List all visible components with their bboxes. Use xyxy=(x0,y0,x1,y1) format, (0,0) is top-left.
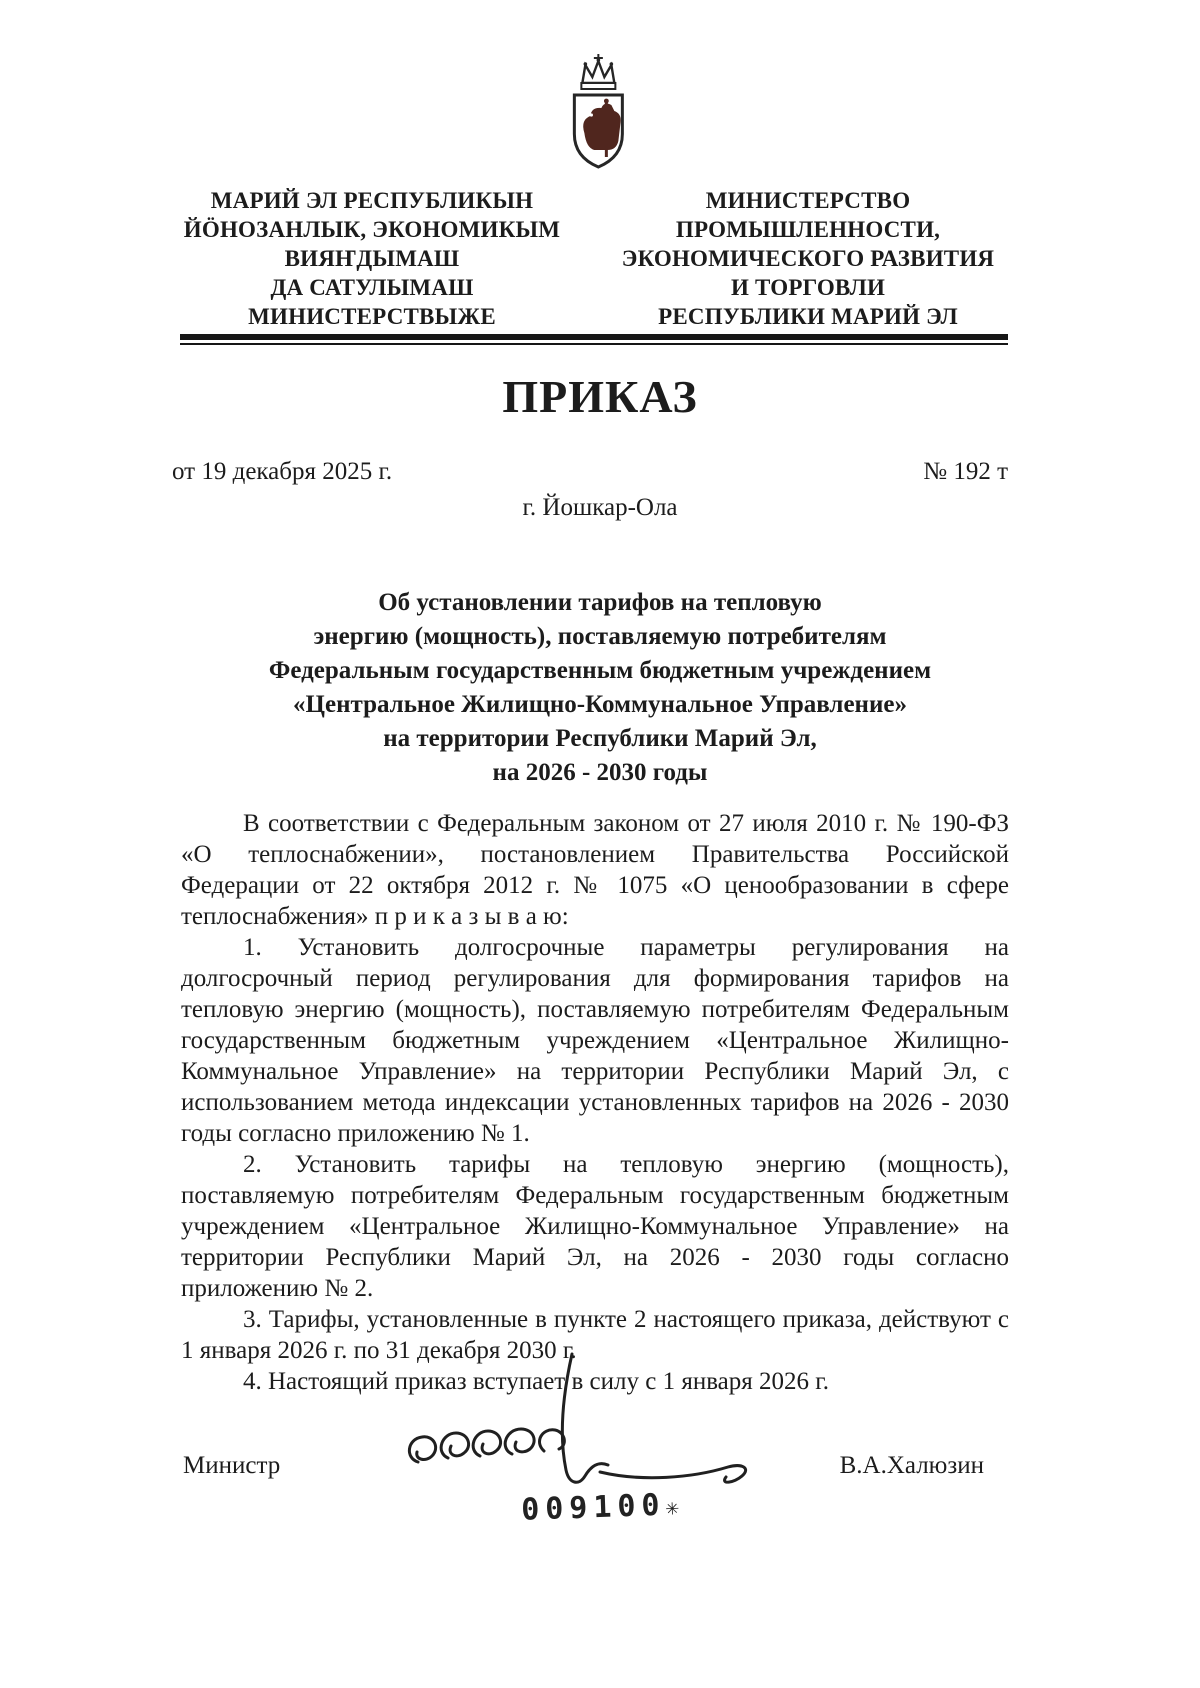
org-line: ДА САТУЛЫМАШ xyxy=(270,275,474,300)
org-header xyxy=(182,186,1008,331)
subject-line: энергию (мощность), поставляемую потребителям xyxy=(313,623,887,650)
org-line: ЭКОНОМИЧЕСКОГО РАЗВИТИЯ xyxy=(621,246,995,271)
stamp-number: 009100 xyxy=(520,1487,667,1528)
document-stamp-number xyxy=(0,1469,1200,1546)
document-city: г. Йошкар-Ола xyxy=(522,494,678,521)
paragraph-preamble: В соответствии с Федеральным законом от 27 июля 2010 г. № 190-ФЗ «О теплоснабжении», постановлением Правительства Российской Федерации от 22 октября 2012 г. № 1075 «О ценообразовании в сфере теплоснабжения» п р и к а з ы в а ю: xyxy=(181,810,1009,930)
signer-name: В.А.Халюзин xyxy=(839,1452,984,1479)
subject-line: Федеральным государственным бюджетным учреждением xyxy=(268,657,932,684)
document-date: от 19 декабря 2025 г. xyxy=(172,458,393,485)
subject-line: на территории Республики Марий Эл, xyxy=(383,725,817,752)
org-line: РЕСПУБЛИКИ МАРИЙ ЭЛ xyxy=(658,304,958,329)
header-divider xyxy=(180,334,1008,345)
coat-of-arms-icon xyxy=(557,52,639,180)
org-name-russian xyxy=(608,186,1008,331)
subject-line: на 2026 - 2030 годы xyxy=(492,759,708,786)
document-type-title: ПРИКАЗ xyxy=(502,371,698,422)
document-body xyxy=(181,808,1009,1397)
stamp-sun-mark-icon: ✳ xyxy=(665,1495,680,1521)
org-line: И ТОРГОВЛИ xyxy=(730,275,886,300)
document-subject xyxy=(0,586,1200,790)
signer-position: Министр xyxy=(183,1452,281,1479)
org-line: ПРОМЫШЛЕННОСТИ, xyxy=(675,217,941,242)
paragraph-item-2: 2. Установить тарифы на тепловую энергию (мощность), поставляемую потребителям Федеральным государственным бюджетным учреждением «Центральное Жилищно-Коммунальное Управление» на территории Республики Марий Эл, на 2026 - 2030 годы согласно приложению № 2. xyxy=(181,1151,1009,1302)
org-line: МАРИЙ ЭЛ РЕСПУБЛИКЫН xyxy=(210,188,534,213)
paragraph-item-3: 3. Тарифы, установленные в пункте 2 настоящего приказа, действуют с 1 января 2026 г. по 31 декабря 2030 г. xyxy=(181,1306,1009,1364)
subject-line: Об установлении тарифов на тепловую xyxy=(378,589,822,616)
org-line: МИНИСТЕРСТВО xyxy=(705,188,911,213)
date-number-row xyxy=(172,458,1008,486)
org-line: ВИЯҤДЫМАШ xyxy=(284,246,460,271)
subject-line: «Центральное Жилищно-Коммунальное Управление» xyxy=(293,691,907,718)
org-line: ЙӦНОЗАНЛЫК, ЭКОНОМИКЫМ xyxy=(183,217,561,242)
org-name-mari xyxy=(182,186,562,331)
signature-row xyxy=(183,1452,984,1480)
coat-of-arms xyxy=(557,52,639,180)
document-number: № 192 т xyxy=(923,458,1008,485)
org-line: МИНИСТЕРСТВЫЖЕ xyxy=(248,304,496,329)
paragraph-item-1: 1. Установить долгосрочные параметры регулирования на долгосрочный период регулирования для формирования тарифов на тепловую энергию (мощность), поставляемую потребителям Федеральным государственным бюджетным учреждением «Центральное Жилищно-Коммунальное Управление» на территории Республики Марий Эл, с использованием метода индексации установленных тарифов на 2026 - 2030 годы согласно приложению № 1. xyxy=(181,934,1009,1147)
paragraph-item-4: 4. Настоящий приказ вступает в силу с 1 января 2026 г. xyxy=(243,1368,829,1395)
